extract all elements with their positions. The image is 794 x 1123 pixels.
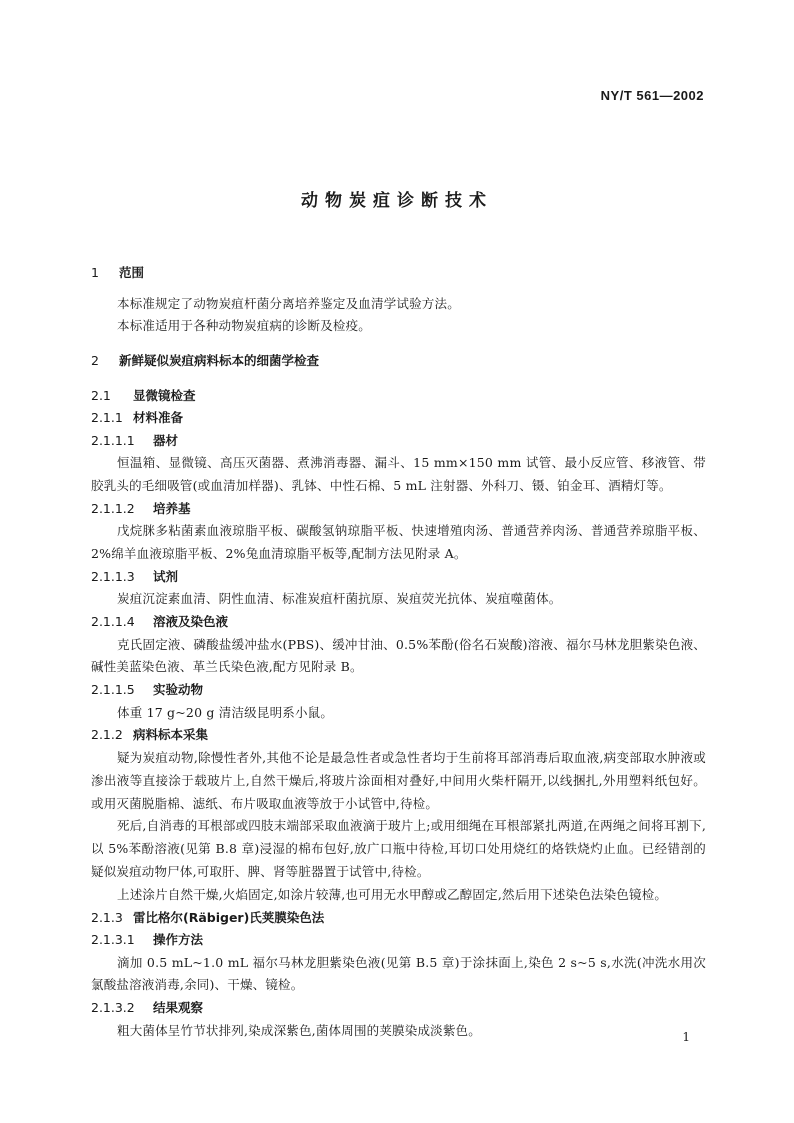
section-number: 2.1.3.1 xyxy=(91,932,135,948)
section-number: 2.1.1.5 xyxy=(91,682,135,698)
section-number: 2 xyxy=(91,353,99,369)
paragraph: 炭疽沉淀素血清、阴性血清、标准炭疽杆菌抗原、炭疽荧光抗体、炭疽噬菌体。 xyxy=(117,591,562,607)
subsection-heading xyxy=(91,724,706,747)
paragraph: 死后,自消毒的耳根部或四肢末端部采取血液滴于玻片上;或用细绳在耳根部紧扎两道,在两绳之间将耳割下,以 5%苯酚溶液(见第 B.8 章)浸湿的棉布包好,放广口瓶中待检,耳切口处用烧红的烙铁烧灼止血。已经错剖的疑似炭疽动物尸体,可取肝、脾、肾等脏器置于试管中,待检。 xyxy=(91,818,706,879)
clause-heading xyxy=(91,566,706,589)
section-title: 试剂 xyxy=(153,568,179,584)
paragraph: 粗大菌体呈竹节状排列,染成深紫色,菌体周围的荚膜染成淡紫色。 xyxy=(117,1022,481,1038)
section-title: 新鲜疑似炭疽病料标本的细菌学检查 xyxy=(119,353,320,369)
paragraph: 克氏固定液、磷酸盐缓冲盐水(PBS)、缓冲甘油、0.5%苯酚(俗名石炭酸)溶液、福尔马林龙胆紫染色液、碱性美蓝染色液、革兰氏染色液,配方见附录 B。 xyxy=(91,636,706,675)
section-title: 显微镜检查 xyxy=(133,387,196,403)
paragraph: 戊烷脒多粘菌素血液琼脂平板、碳酸氢钠琼脂平板、快速增殖肉汤、普通营养肉汤、普通营养琼脂平板、2%绵羊血液琼脂平板、2%兔血清琼脂平板等,配制方法见附录 A。 xyxy=(91,523,706,561)
document-body xyxy=(91,262,706,1042)
section-title: 培养基 xyxy=(153,500,191,516)
section-title: 雷比格尔(Räbiger)氏荚膜染色法 xyxy=(133,909,325,925)
paragraph: 疑为炭疽动物,除慢性者外,其他不论是最急性者或急性者均于生前将耳部消毒后取血液,病变部取水肿液或渗出液等直接涂于载玻片上,自然干燥后,将玻片涂面相对叠好,中间用火柴杆隔开,以线捆扎,外用塑料纸包好。或用灭菌脱脂棉、滤纸、布片吸取血液等放于小试管中,待检。 xyxy=(91,749,706,811)
paragraph: 本标准规定了动物炭疽杆菌分离培养鉴定及血清学试验方法。 xyxy=(117,295,460,311)
clause-heading xyxy=(91,997,706,1020)
section-title: 操作方法 xyxy=(153,932,204,948)
page-number: 1 xyxy=(682,1030,690,1044)
section-number: 2.1.1 xyxy=(91,410,123,426)
standard-code: NY/T 561—2002 xyxy=(600,88,704,103)
section-number: 2.1.2 xyxy=(91,727,123,743)
paragraph: 上述涂片自然干燥,火焰固定,如涂片较薄,也可用无水甲醇或乙醇固定,然后用下述染色法染色镜检。 xyxy=(117,886,668,902)
section-title: 结果观察 xyxy=(153,1000,204,1016)
paragraph: 恒温箱、显微镜、高压灭菌器、煮沸消毒器、漏斗、15 mm×150 mm 试管、最小反应管、移液管、带胶乳头的毛细吸管(或血清加样器)、乳钵、中性石棉、5 mL 注射器、外科刀、镊、铂金耳、酒精灯等。 xyxy=(91,455,706,493)
clause-heading xyxy=(91,929,706,952)
section-number: 2.1.1.3 xyxy=(91,568,135,584)
section-heading xyxy=(91,262,706,285)
section-number: 2.1 xyxy=(91,387,111,403)
section-title: 材料准备 xyxy=(133,410,184,426)
section-title: 病料标本采集 xyxy=(133,727,209,743)
subsection-heading xyxy=(91,407,706,430)
section-number: 2.1.3 xyxy=(91,909,123,925)
clause-heading xyxy=(91,611,706,634)
paragraph: 滴加 0.5 mL~1.0 mL 福尔马林龙胆紫染色液(见第 B.5 章)于涂抹面上,染色 2 s~5 s,水洗(冲洗水用次氯酸盐溶液消毒,余同)、干燥、镜检。 xyxy=(91,954,706,993)
clause-heading xyxy=(91,498,706,521)
section-number: 2.1.1.1 xyxy=(91,432,135,448)
section-title: 范围 xyxy=(119,265,145,280)
subsection-heading xyxy=(91,907,706,930)
section-title: 溶液及染色液 xyxy=(153,614,229,630)
section-title: 器材 xyxy=(153,432,179,448)
section-number: 2.1.1.4 xyxy=(91,614,135,630)
clause-heading xyxy=(91,430,706,453)
subsection-heading xyxy=(91,385,706,408)
section-number: 2.1.1.2 xyxy=(91,500,135,516)
paragraph: 体重 17 g~20 g 清洁级昆明系小鼠。 xyxy=(117,704,334,720)
section-number: 1 xyxy=(91,265,99,280)
clause-heading xyxy=(91,679,706,702)
paragraph: 本标准适用于各种动物炭疽病的诊断及检疫。 xyxy=(117,318,372,334)
section-heading xyxy=(91,350,706,373)
section-title: 实验动物 xyxy=(153,682,204,698)
document-title: 动物炭疽诊断技术 xyxy=(301,191,493,211)
section-number: 2.1.3.2 xyxy=(91,1000,135,1016)
